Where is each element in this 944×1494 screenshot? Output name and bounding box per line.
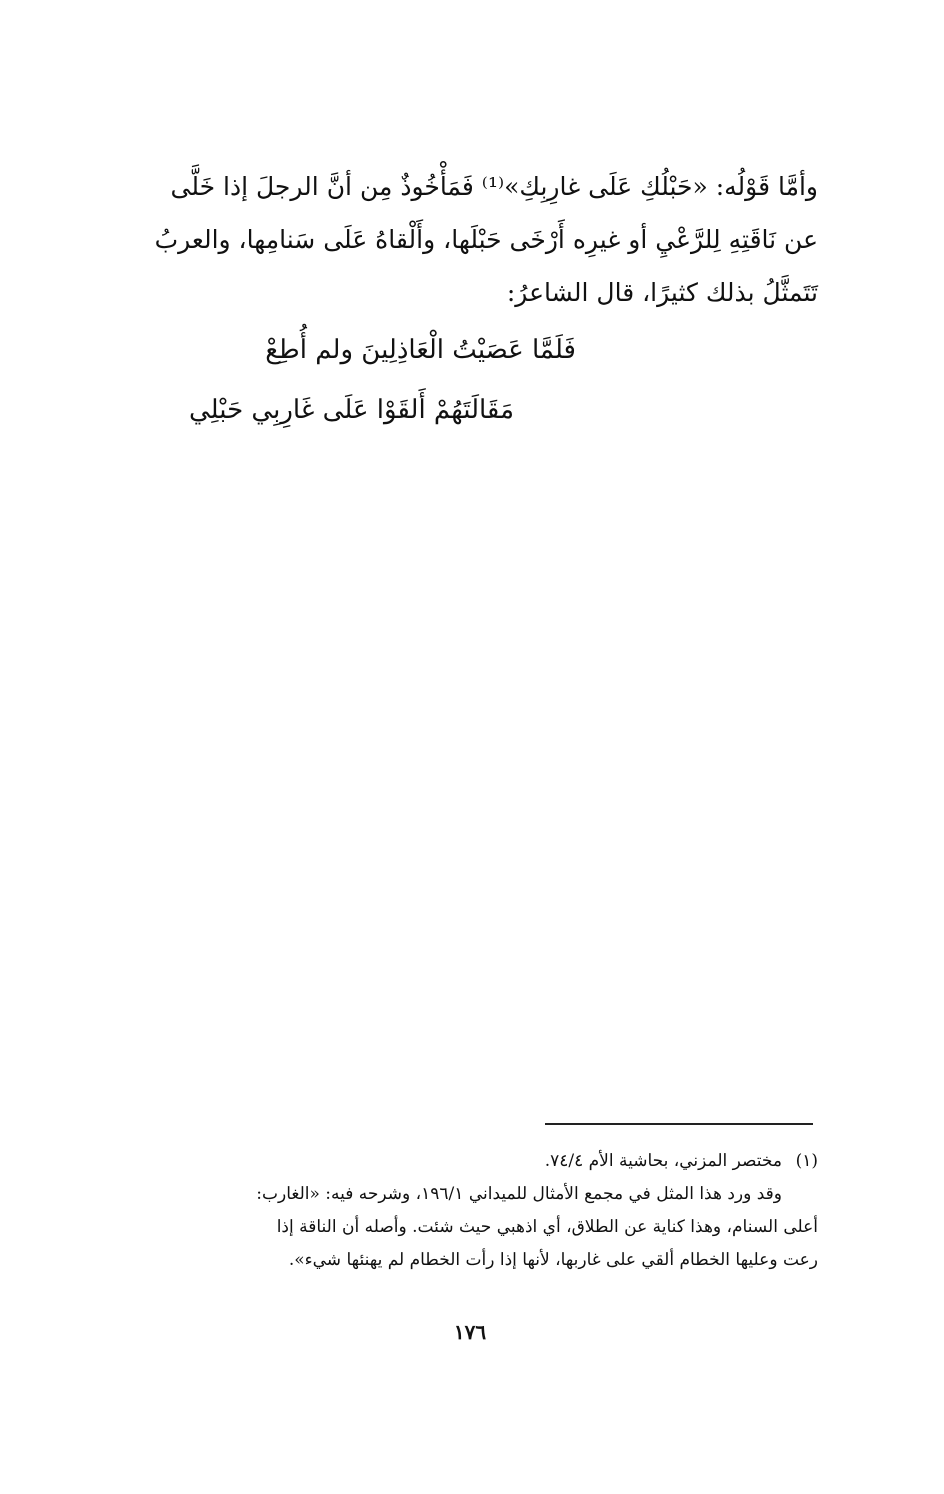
footnote-text: مختصر المزني، بحاشية الأم ٧٤/٤.: [544, 1151, 782, 1171]
paragraph-line-2: عن نَاقَتِهِ لِلرَّعْيِ أو غيرِه أَرْخَى حَبْلَها، وأَلْقاهُ عَلَى سَنامِها، والعربُ: [154, 225, 818, 254]
page-number: ١٧٦: [453, 1320, 487, 1344]
poem-verse-second-hemistich: مَقَالَتَهُمْ أَلقَوْا عَلَى غَارِبِي حَبْلِي: [188, 395, 514, 425]
footnote-separator: [545, 1123, 813, 1125]
footnote-1-line-3: أعلى السنام، وهذا كناية عن الطلاق، أي اذهبي حيث شئت. وأصله أن الناقة إذا: [276, 1217, 818, 1237]
main-paragraph: [118, 160, 818, 319]
paragraph-line-1: وأمَّا قَوْلُه: «حَبْلُكِ عَلَى غارِبِكِ»⁽¹⁾ فَمَأْخُوذٌ مِن أنَّ الرجلَ إذا خَلَّى: [170, 172, 818, 201]
footnote-1-line-4: رعت وعليها الخطام ألقي على غاربها، لأنها إذا رأت الخطام لم يهنئها شيء».: [288, 1250, 818, 1270]
footnote-number: (١): [795, 1151, 818, 1171]
footnotes: [118, 1145, 818, 1277]
poem-verse-first-hemistich: فَلَمَّا عَصَيْتُ الْعَاذِلِينَ ولم أُطِعْ: [265, 335, 576, 365]
footnote-1-line-1: [118, 1145, 818, 1178]
footnote-1-line-2: وقد ورد هذا المثل في مجمع الأمثال للميداني ١٩٦/١، وشرحه فيه: «الغارب:: [256, 1184, 782, 1204]
paragraph-line-3: تَتَمثَّلُ بذلك كثيرًا، قال الشاعرُ:: [506, 278, 818, 307]
